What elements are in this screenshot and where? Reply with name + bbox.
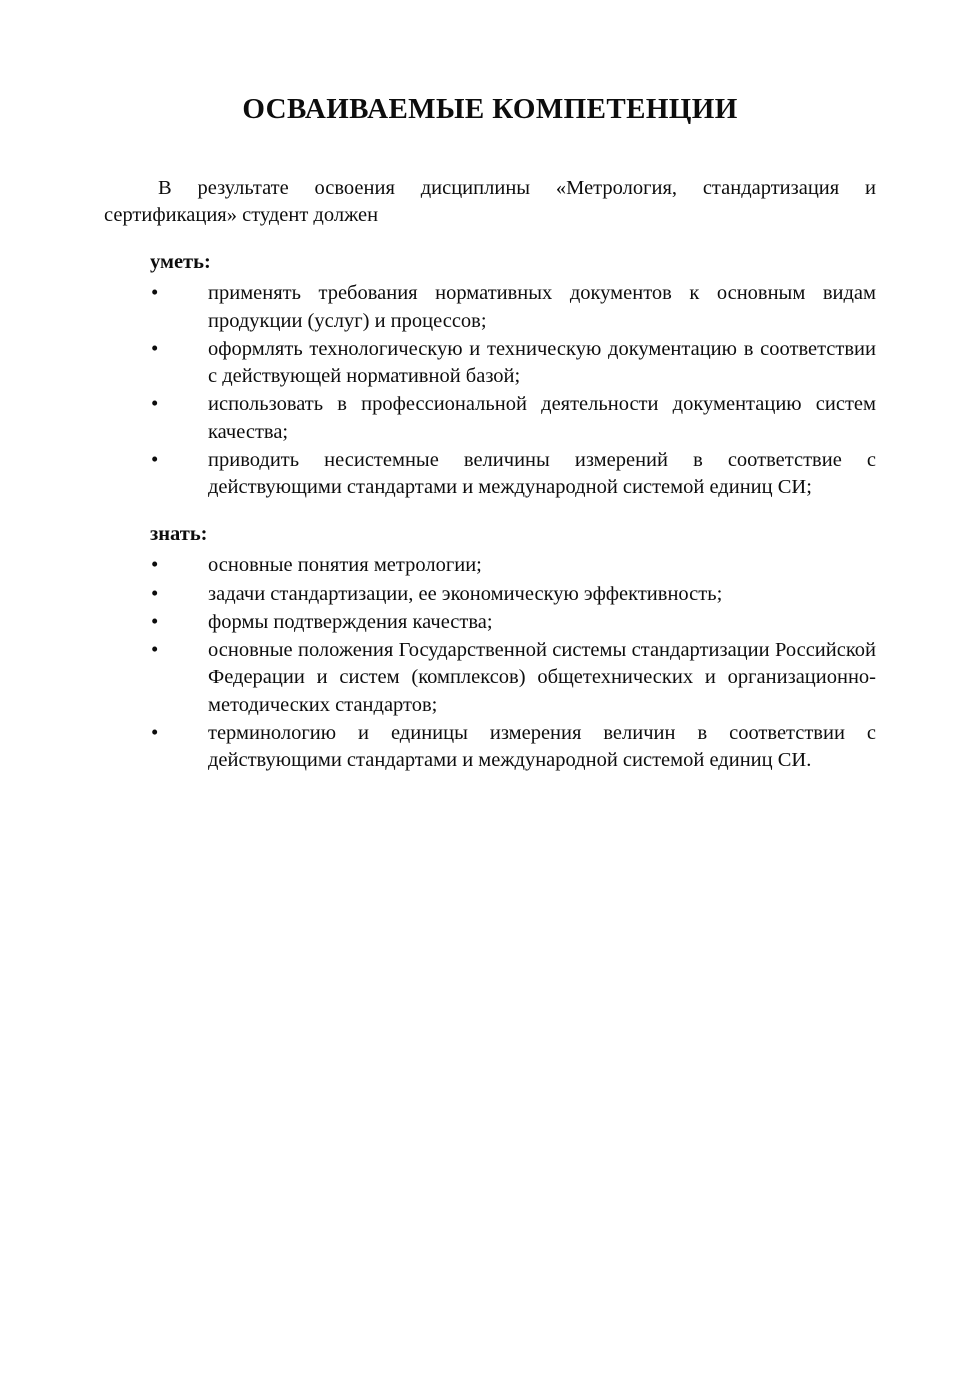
page-title: ОСВАИВАЕМЫЕ КОМПЕТЕНЦИИ: [242, 93, 738, 125]
section-label-umet: уметь:: [150, 251, 211, 274]
list-item: • применять требования нормативных документов к основным видам продукции (услуг) и процессов;: [104, 280, 876, 335]
bullet-list-umet: [104, 280, 876, 501]
list-item: • основные понятия метрологии;: [104, 552, 876, 579]
section-label-znat: знать:: [150, 523, 208, 546]
section-umet: [104, 249, 876, 501]
list-item: • оформлять технологическую и техническую документацию в соответствии с действующей нормативной базой;: [104, 336, 876, 391]
list-item: • приводить несистемные величины измерений в соответствие с действующими стандартами и международной системой единиц СИ;: [104, 447, 876, 502]
section-znat: [104, 521, 876, 774]
list-item: • формы подтверждения качества;: [104, 609, 876, 636]
list-item: • использовать в профессиональной деятельности документацию систем качества;: [104, 391, 876, 446]
list-item: • терминологию и единицы измерения величин в соответствии с действующими стандартами и международной системой единиц СИ.: [104, 720, 876, 775]
bullet-list-znat: [104, 552, 876, 774]
list-item: • задачи стандартизации, ее экономическую эффективность;: [104, 581, 876, 608]
list-item: • основные положения Государственной системы стандартизации Российской Федерации и систем (комплексов) общетехнических и организационно-методических стандартов;: [104, 637, 876, 719]
section-divider: [104, 502, 876, 511]
intro-paragraph: В результате освоения дисциплины «Метрология, стандартизация и сертификация» студент должен: [104, 176, 876, 226]
